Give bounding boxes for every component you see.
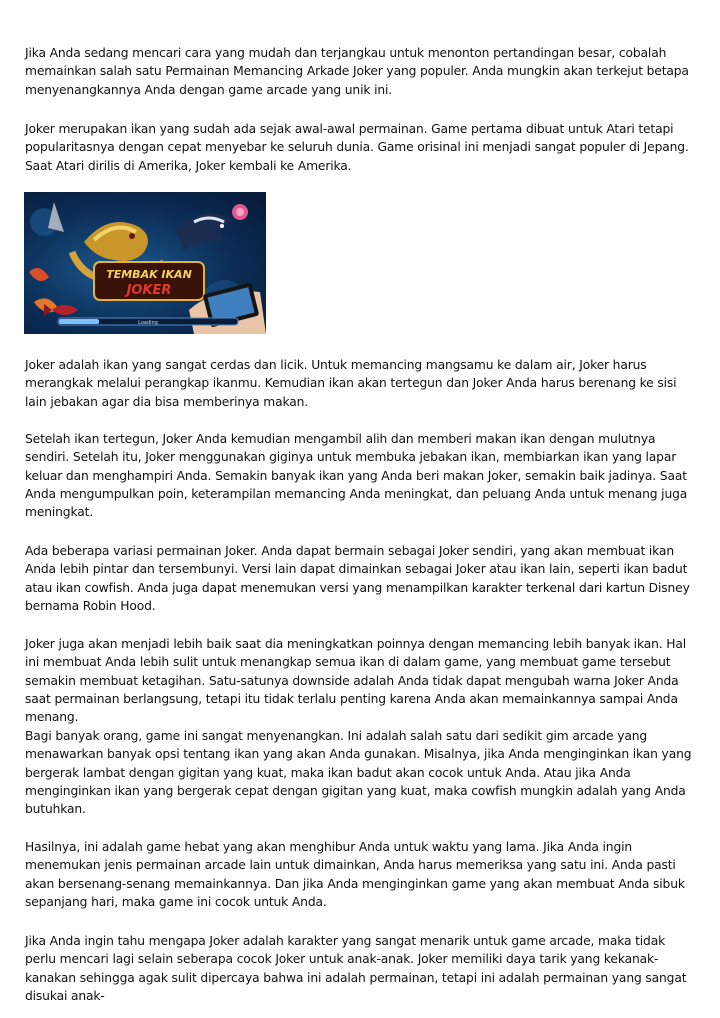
paragraph-clever-fish: Joker adalah ikan yang sangat cerdas dan licik. Untuk memancing mangsamu ke dalam air, Joker harus merangkak melalui perangkap ikanmu. Kemudian ikan akan tertegun dan Joker Anda harus berenang ke sisi lain jebakan agar dia bisa memberinya makan.: [25, 358, 677, 409]
game-logo: [94, 262, 204, 300]
paragraph-variations: Ada beberapa variasi permainan Joker. Anda dapat bermain sebagai Joker sendiri, yang akan membuat ikan Anda lebih pintar dan tersembunyi. Versi lain dapat dimainkan sebagai Joker atau ikan lain, seperti ikan badut atau ikan cowfish. Anda juga dapat menemukan versi yang menampilkan karakter terkenal dari kartun Disney bernama Robin Hood.: [25, 544, 690, 613]
paragraph-result: Hasilnya, ini adalah game hebat yang akan menghibur Anda untuk waktu yang lama. Jika Anda ingin menemukan jenis permainan arcade lain untuk dimainkan, Anda harus memeriksa yang satu ini. Anda pasti akan bersenang-senang memainkannya. Dan jika Anda menginginkan game yang akan membuat Anda sibuk sepanjang hari, maka game ini cocok untuk Anda.: [25, 840, 685, 909]
game-artwork: [24, 192, 266, 334]
paragraph-history: Joker merupakan ikan yang sudah ada sejak awal-awal permainan. Game pertama dibuat untuk Atari tetapi popularitasnya dengan cepat menyebar ke seluruh dunia. Game orisinal ini menjadi sangat populer di Jepang. Saat Atari dirilis di Amerika, Joker kembali ke Amerika.: [25, 122, 689, 173]
logo-line-1: TEMBAK IKAN: [106, 268, 192, 281]
fish-icon: [232, 204, 248, 220]
loading-text: Loading: [138, 320, 158, 326]
paragraph-kids: Jika Anda ingin tahu mengapa Joker adalah karakter yang sangat menarik untuk game arcade, maka tidak perlu mencari lagi selain seberapa cocok Joker untuk anak-anak. Joker memiliki daya tarik yang kekanak-kanakan sehingga agak sulit dipercaya bahwa ini adalah permainan, tetapi ini adalah permainan yang sangat disukai anak-: [25, 934, 687, 1003]
hero-image-tembak-ikan-joker: [24, 192, 266, 334]
paragraph-points: Joker juga akan menjadi lebih baik saat dia meningkatkan poinnya dengan memancing lebih banyak ikan. Hal ini membuat Anda lebih sulit untuk menangkap semua ikan di dalam game, yang membuat game tersebut semakin membuat ketagihan. Satu-satunya downside adalah Anda tidak dapat mengubah warna Joker Anda saat permainan berlangsung, tetapi itu tidak terlalu penting karena Anda akan memainkannya sampai Anda menang.: [25, 637, 686, 725]
loading-bar: [58, 318, 238, 326]
logo-line-2: JOKER: [126, 283, 172, 298]
paragraph-fun: Bagi banyak orang, game ini sangat menyenangkan. Ini adalah salah satu dari sedikit gim arcade yang menawarkan banyak opsi tentang ikan yang akan Anda gunakan. Misalnya, jika Anda menginginkan ikan yang bergerak lambat dengan gigitan yang kuat, maka ikan badut akan cocok untuk Anda. Atau jika Anda menginginkan ikan yang bergerak cepat dengan gigitan yang kuat, maka cowfish mungkin adalah yang Anda butuhkan.: [25, 729, 692, 817]
paragraph-intro: Jika Anda sedang mencari cara yang mudah dan terjangkau untuk menonton pertandingan besar, cobalah memainkan salah satu Permainan Memancing Arkade Joker yang populer. Anda mungkin akan terkejut betapa menyenangkannya Anda dengan game arcade yang unik ini.: [25, 46, 689, 97]
shark-icon: [174, 213, 234, 250]
paragraph-stunned-fish: Setelah ikan tertegun, Joker Anda kemudian mengambil alih dan memberi makan ikan dengan mulutnya sendiri. Setelah itu, Joker menggunakan giginya untuk membuka jebakan ikan, membiarkan ikan yang lapar keluar dan menghampiri Anda. Semakin banyak ikan yang Anda beri makan Joker, semakin baik jadinya. Saat Anda mengumpulkan poin, keterampilan memancing Anda meningkat, dan peluang Anda untuk menang juga meningkat.: [25, 432, 688, 520]
